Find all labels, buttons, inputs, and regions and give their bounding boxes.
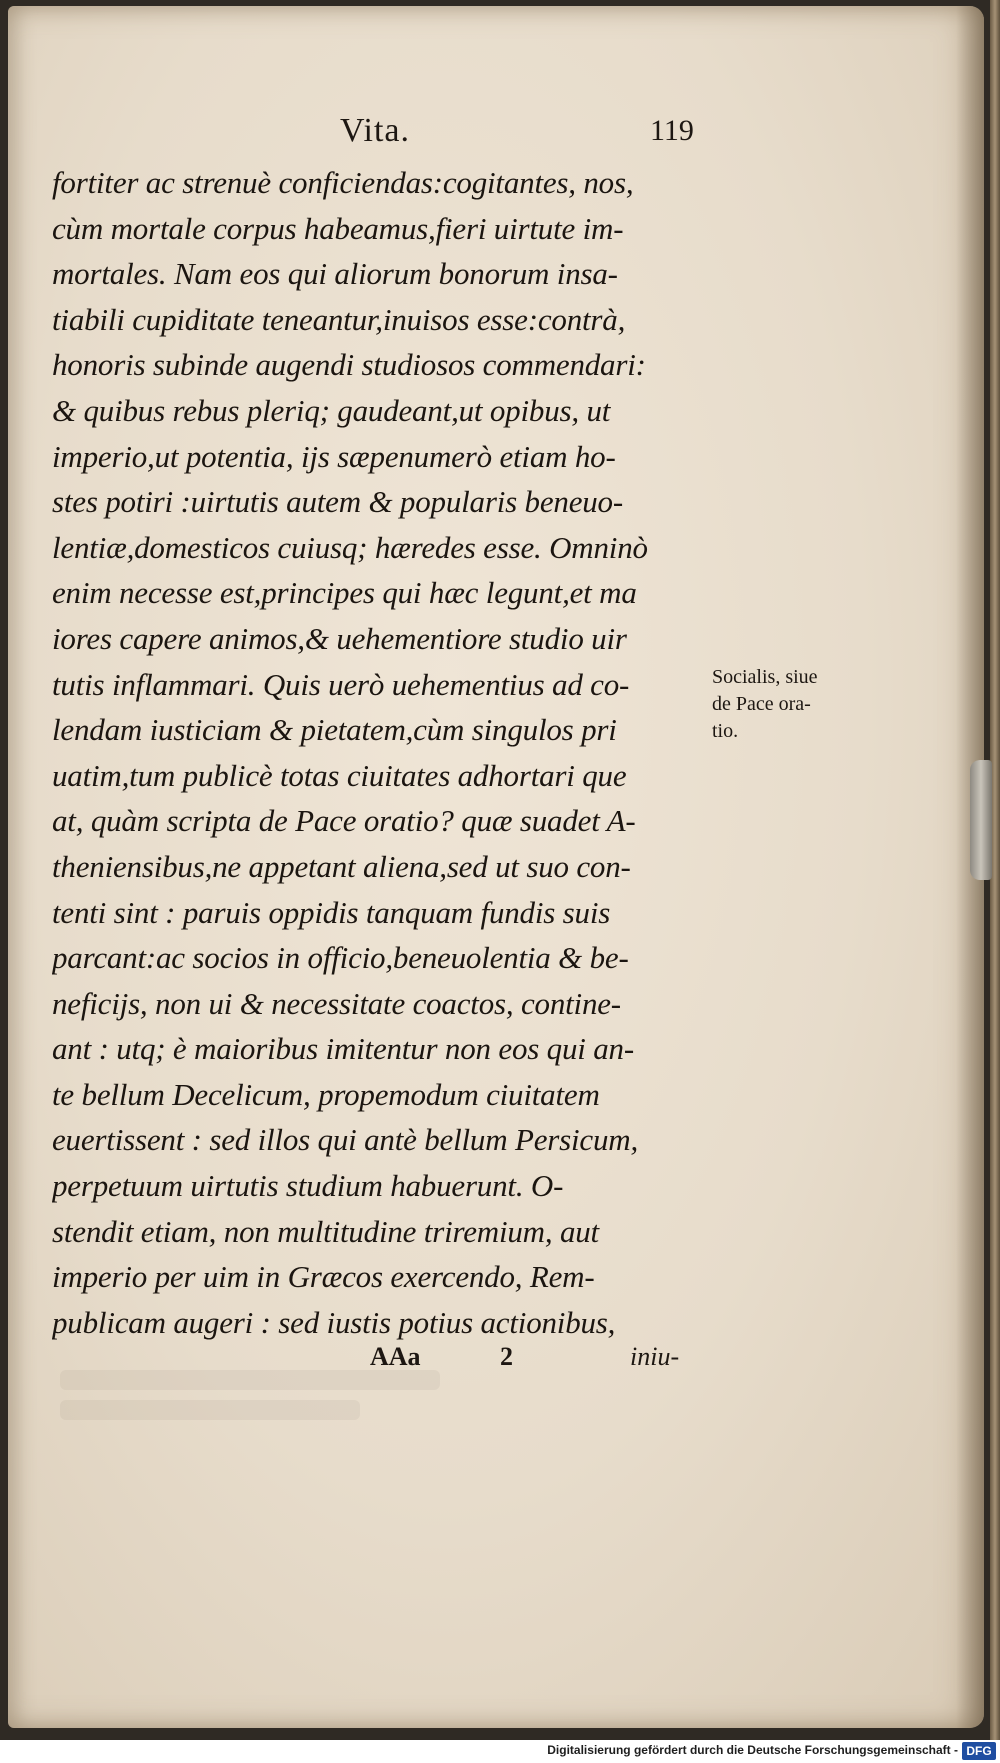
dfg-logo: DFG [962, 1742, 996, 1760]
body-line: publicam augeri : sed iustis potius actionibus, [52, 1304, 616, 1340]
body-line: & quibus rebus pleriq; gaudeant,ut opibus, ut [52, 392, 611, 428]
body-line: theniensibus,ne appetant aliena,sed ut suo con- [52, 848, 631, 884]
body-line: lendam iusticiam & pietatem,cùm singulos pri [52, 712, 617, 748]
marginal-note-line: Socialis, siue [712, 666, 818, 688]
running-head: Vita. [340, 112, 410, 149]
body-line: tiabili cupiditate teneantur,inuisos esse:contrà, [52, 301, 626, 337]
body-line: neficijs, non ui & necessitate coactos, contine- [52, 985, 621, 1021]
footer-bar [0, 1740, 1000, 1763]
body-line: imperio,ut potentia, ijs sæpenumerò etiam ho- [52, 438, 616, 474]
body-line: fortiter ac strenuè conficiendas:cogitantes, nos, [52, 165, 634, 200]
body-line: euertissent : sed illos qui antè bellum Persicum, [52, 1122, 638, 1158]
body-line: tutis inflammari. Quis uerò uehementius ad co- [52, 666, 630, 702]
footer-credit: Digitalisierung gefördert durch die Deutsche Forschungsgemeinschaft - [547, 1743, 958, 1757]
signature-mark: AAa [370, 1342, 421, 1371]
body-line: stendit etiam, non multitudine triremium, aut [52, 1213, 599, 1249]
body-line: iores capere animos,& uehementiore studio uir [52, 620, 627, 656]
body-line: parcant:ac socios in officio,beneuolentia & be- [52, 940, 629, 976]
show-through-mark [60, 1400, 360, 1420]
marginal-note [712, 664, 862, 745]
marginal-note-line: tio. [712, 720, 739, 742]
body-line: perpetuum uirtutis studium habuerunt. O- [52, 1168, 564, 1204]
page-number: 119 [650, 114, 694, 147]
body-text-block [52, 160, 717, 1345]
marginal-note-line: de Pace ora- [712, 693, 811, 715]
body-line: mortales. Nam eos qui aliorum bonorum insa- [52, 256, 618, 292]
catchword: iniu- [630, 1342, 680, 1371]
body-line: honoris subinde augendi studiosos commendari: [52, 347, 646, 383]
body-line: cùm mortale corpus habeamus,fieri uirtute im- [52, 210, 624, 246]
body-line: uatim,tum publicè totas ciuitates adhortari que [52, 757, 627, 793]
body-line: stes potiri :uirtutis autem & popularis beneuo- [52, 484, 623, 520]
body-line: imperio per uim in Græcos exercendo, Rem- [52, 1259, 595, 1295]
body-line: at, quàm scripta de Pace oratio? quæ suadet A- [52, 803, 636, 839]
body-line: tenti sint : paruis oppidis tanquam fundis suis [52, 894, 611, 930]
body-line: enim necesse est,principes qui hæc legunt,et ma [52, 575, 637, 611]
body-line: ant : utq; è maioribus imitentur non eos qui an- [52, 1031, 634, 1067]
show-through-mark [60, 1370, 440, 1390]
signature-number: 2 [500, 1342, 513, 1371]
body-line: te bellum Decelicum, propemodum ciuitatem [52, 1076, 600, 1112]
page-clip [970, 760, 992, 880]
body-line: lentiæ,domesticos cuiusq; hæredes esse. Omninò [52, 529, 648, 565]
